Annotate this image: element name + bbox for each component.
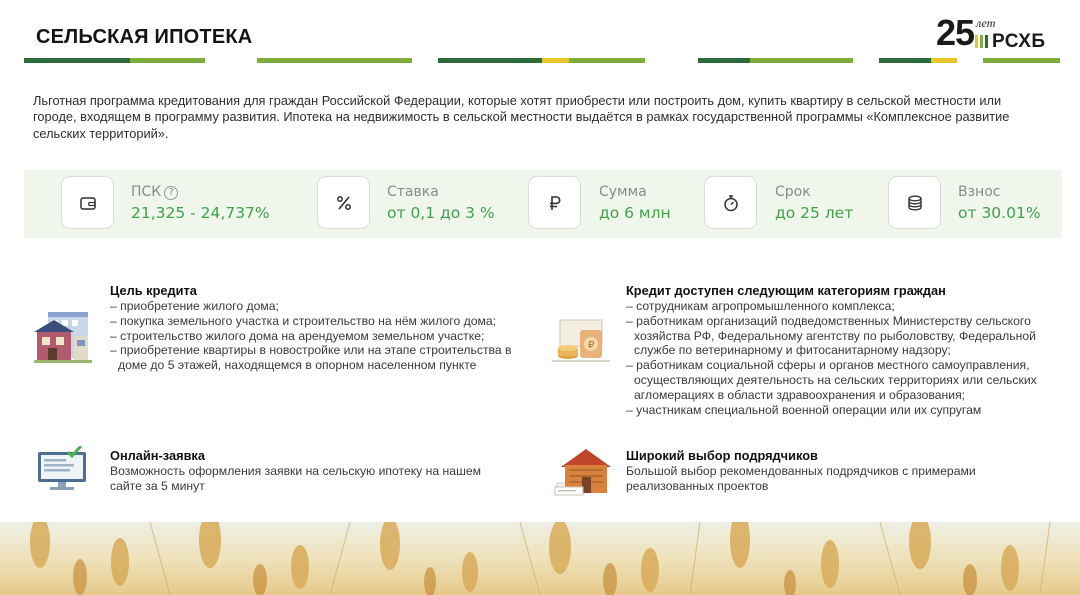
metric-value-psk: 21,325 - 24,737% [131, 204, 270, 222]
logo-bars-icon [975, 35, 989, 48]
list-item: – сотрудникам агропромышленного комплекса; [626, 299, 895, 313]
divider-segment [931, 58, 957, 63]
eligible-categories-block [626, 283, 1062, 417]
wheat-field-image [0, 522, 1080, 595]
metric-value-sum: до 6 млн [599, 204, 671, 222]
metric-value-downpayment: от 30.01% [958, 204, 1041, 222]
stopwatch-icon [704, 176, 757, 229]
metric-value-term: до 25 лет [775, 204, 854, 222]
svg-text:₽: ₽ [588, 340, 595, 351]
divider-segment [569, 58, 645, 63]
divider-segment [750, 58, 853, 63]
credit-purpose-block [110, 283, 530, 373]
logo-anniversary-years: лет [976, 16, 996, 30]
rshb-logo[interactable] [936, 14, 1066, 54]
divider-segment [257, 58, 412, 63]
metric-value-rate: от 0,1 до 3 % [387, 204, 495, 222]
divider-segment [130, 58, 205, 63]
block-title: Кредит доступен следующим категориям граждан [626, 283, 946, 298]
divider-segment [542, 58, 569, 63]
logo-anniversary-number: 25 [936, 12, 975, 53]
list-item: – работникам социальной сферы и органов местного самоуправления, осуществляющих деятельность на сельских территориях или сельских агломерациях в области здравоохранения и образования; [626, 358, 1037, 402]
ruble-icon [528, 176, 581, 229]
help-question-icon[interactable]: ? [164, 186, 178, 200]
divider-segment [24, 58, 130, 63]
logo-bank-name: РСХБ [992, 31, 1046, 52]
categories-list [626, 299, 1062, 417]
metric-label-sum: Сумма [599, 184, 647, 200]
block-title: Онлайн-заявка [110, 448, 205, 463]
brick-house-icon [553, 447, 613, 502]
list-item: – участникам специальной военной операции или их супругам [626, 402, 982, 417]
list-item: – приобретение квартиры в новостройке или на этапе строительства в доме до 5 этажей, находящемся в опорном населенном пункте [110, 343, 512, 373]
block-title: Цель кредита [110, 283, 197, 298]
metric-label-downpayment: Взнос [958, 184, 1001, 200]
list-item: – покупка земельного участка и строительство на нём жилого дома; [110, 313, 497, 328]
list-item: – строительство жилого дома на арендуемом земельном участке; [110, 328, 485, 343]
money-coins-icon [552, 318, 610, 369]
block-title: Широкий выбор подрядчиков [626, 448, 818, 463]
metric-label-psk: ПСК ? [131, 184, 178, 200]
online-application-icon [34, 446, 90, 497]
divider-segment [983, 58, 1060, 63]
block-text: Возможность оформления заявки на сельскую ипотеку на нашем сайте за 5 минут [110, 464, 482, 493]
house-building-icon [34, 308, 92, 369]
percent-icon [317, 176, 370, 229]
metric-label-rate: Ставка [387, 184, 439, 200]
page-title: СЕЛЬСКАЯ ИПОТЕКА [36, 26, 253, 48]
divider-segment [879, 58, 931, 63]
divider-segment [698, 58, 750, 63]
contractors-block [626, 448, 1026, 494]
purpose-list [110, 299, 530, 373]
divider-segment [438, 58, 542, 63]
list-item: – работникам организаций подведомственных Министерству сельского хозяйства РФ, Федеральному агентству по рыболовству, Федеральной службе по ветеринарному и фитосанитарному надзору; [626, 313, 1036, 358]
list-item: – приобретение жилого дома; [110, 299, 279, 313]
block-text: Большой выбор рекомендованных подрядчиков с примерами реализованных проектов [626, 464, 976, 493]
metric-label-term: Срок [775, 184, 811, 200]
online-application-block [110, 448, 510, 494]
wallet-icon [61, 176, 114, 229]
coins-icon [888, 176, 941, 229]
metrics-bar [24, 170, 1062, 238]
intro-text: Льготная программа кредитования для граждан Российской Федерации, которые хотят приобрести или построить дом, купить квартиру в сельской местности или городе, входящем в программу развития. Ипотека на недвижимость в сельской местности выдаётся в рамках государственной программы «Комплексное развитие сельских территорий». [33, 93, 1010, 141]
